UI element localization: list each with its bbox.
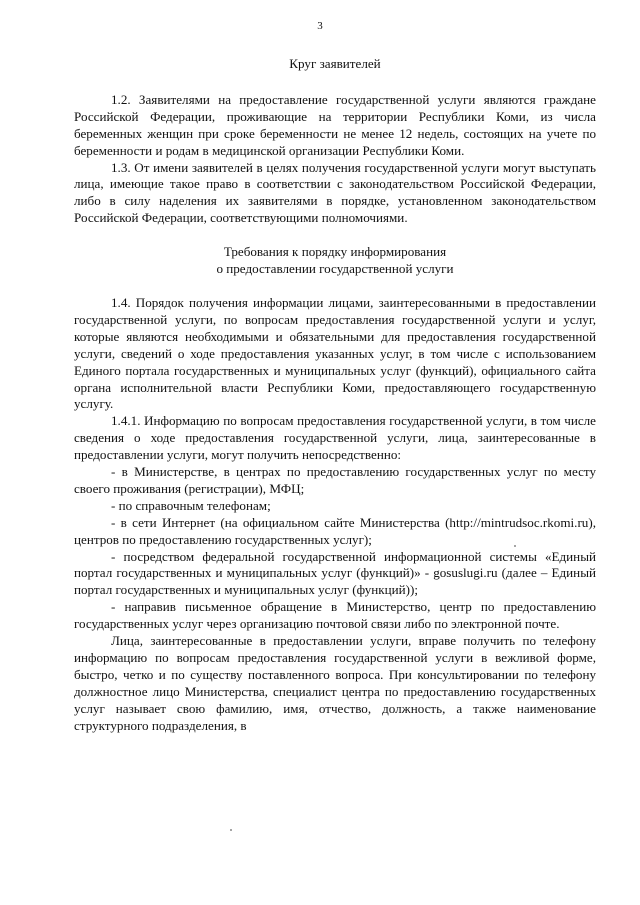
paragraph-1-4: 1.4. Порядок получения информации лицами, заинтересованными в предоставлении государственной услуги, по вопросам предоставления государственной услуги и услуг, которые являются необходимыми и обязательными для предоставления государственной услуги, сведений о ходе предоставления указанных услуг, в том числе с использованием Единого портала государственных и муниципальных услуг (функций), официального сайта органа исполнительной власти Республики Коми, предоставляющего государственную услугу. — [74, 294, 596, 412]
scan-speck — [514, 545, 516, 547]
list-item-internet: - в сети Интернет (на официальном сайте Министерства (http://mintrudsoc.rkomi.ru), центров по предоставлению государственных услуг); — [74, 514, 596, 547]
document-body — [74, 56, 596, 735]
paragraph-1-4-1: 1.4.1. Информацию по вопросам предоставления государственной услуги, в том числе сведения о ходе предоставления государственной услуги, лица, заинтересованные в предоставлении услуги, могут получить непосредственно: — [74, 413, 596, 463]
section-heading-information — [74, 244, 596, 278]
section-heading-line-1: Требования к порядку информирования — [223, 244, 447, 260]
paragraph-1-2: 1.2. Заявителями на предоставление государственной услуги являются граждане Российской Федерации, проживающие на территории Республики Коми, из числа беременных женщин при сроке беременности не менее 12 недель, состоящих на учете по беременности и родам в медицинской организации Республики Коми. — [74, 91, 596, 158]
paragraph-phone-consulting: Лица, заинтересованные в предоставлении услуги, вправе получить по телефону информацию по вопросам предоставления государственной услуги в вежливой форме, быстро, четко и по существу поставленного вопроса. При консультировании по телефону должностное лицо Министерства, специалист центра по предоставлению государственных услуг называет свою фамилию, имя, отчество, должность, а также наименование структурного подразделения, в — [74, 633, 596, 733]
list-item-written-appeal: - направив письменное обращение в Министерство, центр по предоставлению государственных услуг через организацию почтовой связи либо по электронной почте. — [74, 599, 596, 632]
list-item-portal: - посредством федеральной государственной информационной системы «Единый портал государственных и муниципальных услуг (функций)» - gosuslugi.ru (далее – Единый портал государственных и муниципальных услуг (функций)); — [74, 548, 596, 598]
page-number: 3 — [317, 20, 323, 32]
scan-speck — [230, 829, 232, 831]
paragraph-1-3: 1.3. От имени заявителей в целях получения государственной услуги могут выступать лица, имеющие такое право в соответствии с законодательством Российской Федерации, либо в силу наделения их заявителями в порядке, установленном законодательством Российской Федерации, соответствующими полномочиями. — [74, 159, 596, 226]
section-heading-line-2: о предоставлении государственной услуги — [216, 261, 454, 277]
list-item-ministry: - в Министерстве, в центрах по предоставлению государственных услуг по месту своего проживания (регистрации), МФЦ; — [74, 464, 596, 496]
list-item-phones: - по справочным телефонам; — [111, 497, 271, 513]
section-heading-applicants: Круг заявителей — [289, 56, 381, 71]
